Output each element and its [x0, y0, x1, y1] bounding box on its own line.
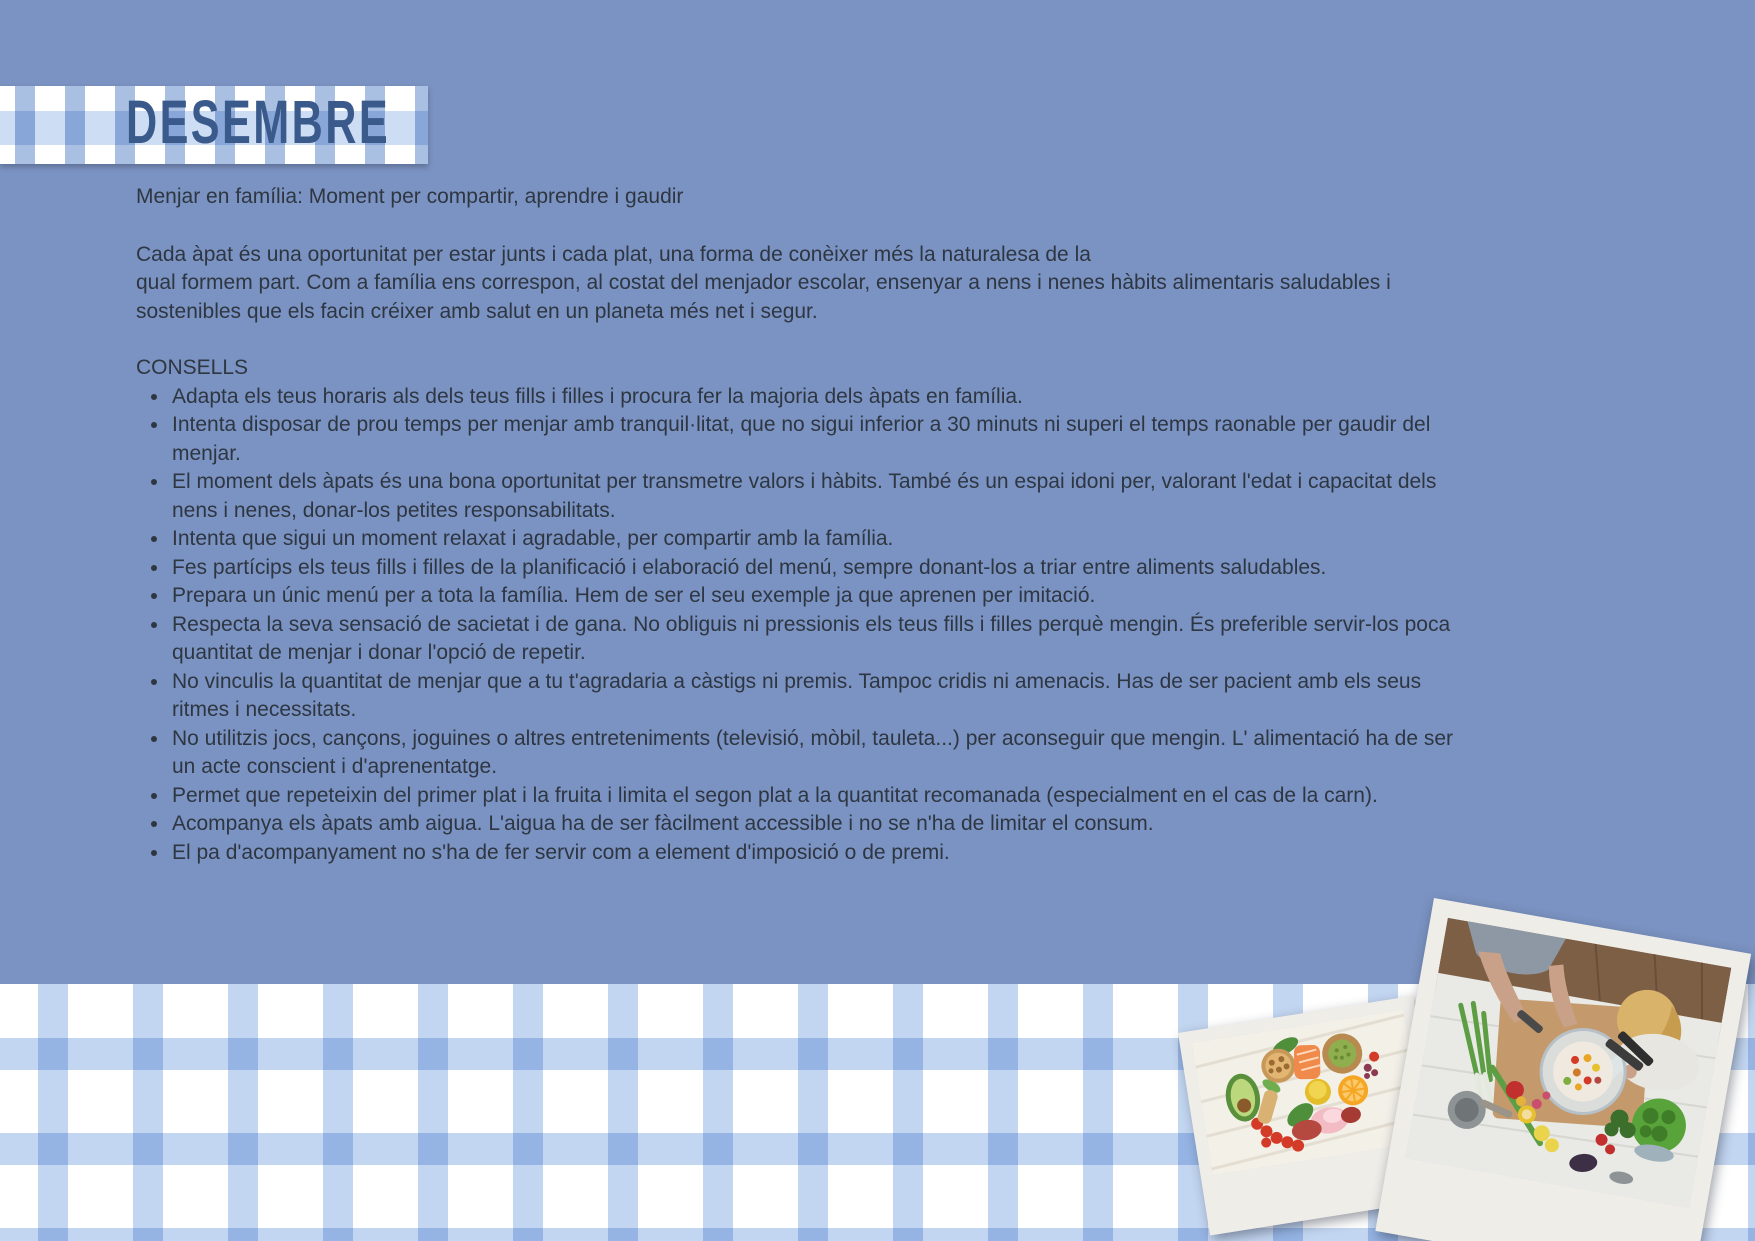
list-item: • Prepara un únic menú per a tota la família. Hem de ser el seu exemple ja que aprenen per imitació.: [170, 582, 1468, 611]
list-item: • Fes partícips els teus fills i filles de la planificació i elaboració del menú, sempre donant-los a triar entre aliments saludables.: [170, 554, 1468, 583]
list-item: • El pa d'acompanyament no s'ha de fer servir com a element d'imposició o de premi.: [170, 839, 1468, 868]
list-item: • Respecta la seva sensació de sacietat i de gana. No obliguis ni pressionis els teus fills i filles perquè mengin. És preferible servir-los poca quantitat de menjar i donar l'opció de repetir.: [170, 611, 1468, 668]
list-item: • Adapta els teus horaris als dels teus fills i filles i procura fer la majoria dels àpats en família.: [170, 383, 1468, 412]
polaroid-right: [1375, 898, 1751, 1241]
consells-heading: CONSELLS: [136, 356, 249, 379]
list-item: • No utilitzis jocs, cançons, joguines o altres entreteniments (televisió, mòbil, tauleta...) per aconseguir que mengin. L' alimentació ha de ser un acte conscient i d'aprenentatge.: [170, 725, 1468, 782]
list-item: • Acompanya els àpats amb aigua. L'aigua ha de ser fàcilment accessible i no se n'ha de limitar el consum.: [170, 810, 1468, 839]
list-item: • El moment dels àpats és una bona oportunitat per transmetre valors i hàbits. També és un espai idoni per, valorant l'edat i capacitat dels nens i nenes, donar-los petites responsabilitats.: [170, 468, 1468, 525]
intro-paragraph: [136, 241, 1468, 327]
page-title: DESEMBRE: [126, 88, 391, 157]
paragraph-line: qual formem part. Com a família ens correspon, al costat del menjador escolar, ensenyar a nens i nenes hàbits alimentaris saludables i: [136, 271, 1391, 294]
family-cooking-photo: [1405, 918, 1731, 1208]
paragraph-line: Cada àpat és una oportunitat per estar junts i cada plat, una forma de conèixer més la naturalesa de la: [136, 242, 1091, 266]
list-item: • No vinculis la quantitat de menjar que a tu t'agradaria a càstigs ni premis. Tampoc cridis ni amenacis. Has de ser pacient amb els seus ritmes i necessitats.: [170, 668, 1468, 725]
month-banner: [0, 86, 428, 164]
paragraph-line: sostenibles que els facin créixer amb salut en un planeta més net i segur.: [136, 299, 818, 323]
intro-line: Menjar en família: Moment per compartir, aprendre i gaudir: [136, 185, 684, 208]
list-item: • Intenta disposar de prou temps per menjar amb tranquil·litat, que no sigui inferior a 30 minuts ni superi el temps raonable per gaudir del menjar.: [170, 411, 1468, 468]
consells-list: [136, 383, 1468, 868]
list-item: • Permet que repeteixin del primer plat i la fruita i limita el segon plat a la quantitat recomanada (especialment en el cas de la carn).: [170, 782, 1468, 811]
main-content: [136, 183, 1468, 867]
list-item: • Intenta que sigui un moment relaxat i agradable, per compartir amb la família.: [170, 525, 1468, 554]
family-cooking-illustration: [1405, 918, 1731, 1208]
